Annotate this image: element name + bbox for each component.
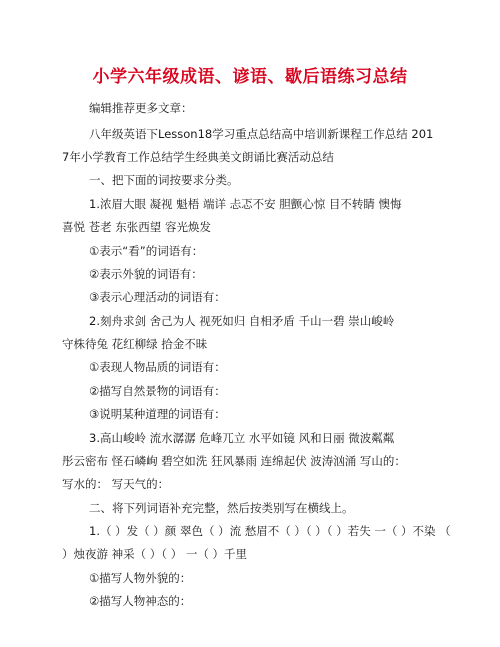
s2-category-2: ②描写人物神态的： — [89, 594, 192, 608]
section-one-heading: 一、把下面的词按要求分类。 — [89, 173, 239, 187]
q1-words-line-1: 1.浓眉大眼 凝视 魁梧 端详 忐忑不安 胆颤心惊 目不转睛 懊悔 — [89, 197, 402, 211]
q2-category-2: ②描写自然景物的词语有： — [89, 384, 226, 398]
q1-category-1: ①表示“看”的词语有： — [89, 244, 204, 258]
recommend-links-line-2: 7年小学教育工作总结学生经典美文朗诵比赛活动总结 — [62, 150, 334, 164]
q1-words-line-2: 喜悦 苍老 东张西望 容光焕发 — [62, 220, 211, 234]
q3-words-line-2: 彤云密布 怪石嶙峋 碧空如洗 狂风暴雨 连绵起伏 波涛汹涌 写山的： — [62, 454, 406, 468]
q3-words-line-1: 3.高山峻岭 流水潺潺 危峰兀立 水平如镜 风和日丽 微波粼粼 — [89, 431, 395, 445]
q2-category-3: ③说明某种道理的词语有： — [89, 407, 226, 421]
document-title: 小学六年级成语、谚语、歇后语练习总结 — [92, 67, 408, 87]
q1-category-2: ②表示外貌的词语有： — [89, 267, 203, 281]
q2-words-line-2: 守株待兔 花红柳绿 拾金不昧 — [62, 337, 208, 351]
section-two-heading: 二、将下列词语补充完整，然后按类别写在横线上。 — [89, 501, 354, 515]
q2-words-line-1: 2.刻舟求剑 舍己为人 视死如归 自相矛盾 千山一碧 崇山峻岭 — [89, 314, 395, 328]
s2-q1-line-2: ）烛夜游 神采（ ）（ ） 一（ ）千里 — [62, 547, 248, 561]
recommend-heading: 编辑推荐更多文章： — [89, 101, 193, 115]
q1-category-3: ③表示心理活动的词语有： — [89, 290, 226, 304]
recommend-links-line-1: 八年级英语下Lesson18学习重点总结高中培训新课程工作总结 201 — [89, 127, 434, 141]
q3-words-line-3: 写水的： 写天气的： — [62, 477, 170, 491]
s2-q1-line-1: 1.（ ）发（ ）颜 翠色（ ）流 愁眉不（ ）（ ）（ ）若失 一（ ）不染 （ — [89, 524, 451, 538]
s2-category-1: ①描写人物外貌的： — [89, 571, 192, 585]
q2-category-1: ①表现人物品质的词语有： — [89, 360, 226, 374]
